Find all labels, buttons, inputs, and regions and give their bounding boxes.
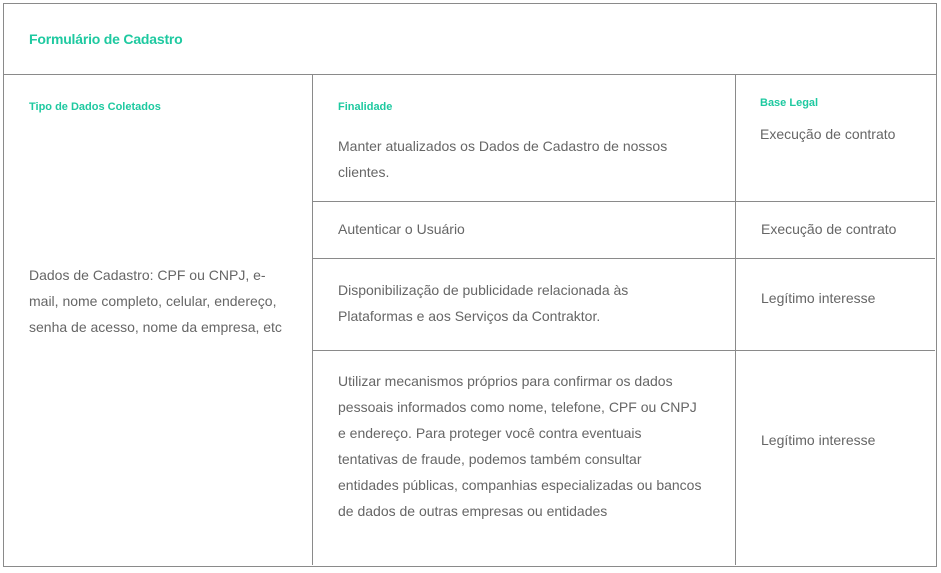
finalidade-cell — [313, 351, 736, 565]
finalidade-text: Autenticar o Usuário — [338, 221, 465, 237]
finalidade-cell — [313, 202, 736, 258]
finalidade-text: Utilizar mecanismos próprios para confirmar os dados pessoais informados como nome, telefone, CPF ou CNPJ e endereço. Para proteger você contra eventuais tentativas de fraude, podemos também consultar entidades públicas, companhias especializadas ou bancos de dados de outras empresas ou entidades — [338, 373, 702, 519]
base-legal-cell — [736, 75, 935, 201]
finalidade-header: Finalidade — [338, 101, 393, 113]
finalidade-rows — [313, 75, 935, 565]
base-legal-text: Legítimo interesse — [761, 432, 876, 448]
finalidade-text: Manter atualizados os Dados de Cadastro de nossos clientes. — [338, 138, 668, 180]
base-legal-header: Base Legal — [760, 97, 819, 109]
base-legal-cell — [736, 351, 935, 565]
base-legal-text: Execução de contrato — [760, 126, 896, 142]
table-row — [313, 202, 935, 259]
base-legal-text: Legítimo interesse — [761, 290, 876, 306]
finalidade-text: Disponibilização de publicidade relacionada às Plataformas e aos Serviços da Contraktor. — [338, 282, 629, 324]
table-title: Formulário de Cadastro — [29, 31, 183, 47]
base-legal-text: Execução de contrato — [761, 221, 897, 237]
table-row — [313, 259, 935, 351]
table-title-row — [4, 4, 936, 75]
tipo-dados-header: Tipo de Dados Coletados — [29, 101, 161, 113]
data-table — [3, 3, 937, 567]
base-legal-cell — [736, 259, 935, 350]
finalidade-cell — [313, 259, 736, 350]
finalidade-cell — [313, 75, 736, 201]
table-row — [313, 75, 935, 202]
tipo-dados-column — [4, 75, 313, 565]
base-legal-cell — [736, 202, 935, 258]
table-row — [313, 351, 935, 565]
tipo-dados-value: Dados de Cadastro: CPF ou CNPJ, e-mail, nome completo, celular, endereço, senha de acesso, nome da empresa, etc — [29, 267, 282, 335]
